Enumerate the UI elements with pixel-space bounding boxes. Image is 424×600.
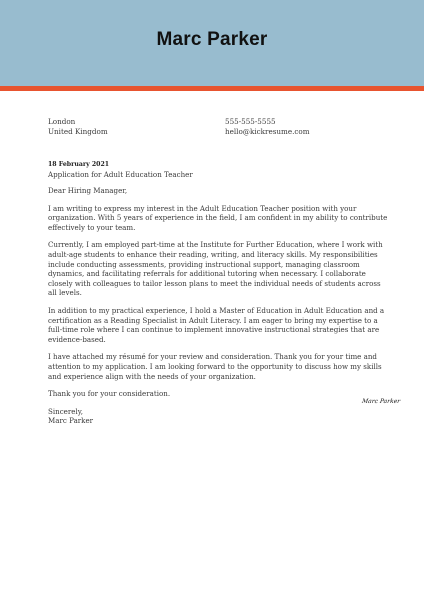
closing-phrase: Sincerely, [48, 406, 84, 416]
closing-block [48, 407, 388, 426]
header-accent-stripe [0, 86, 424, 91]
paragraph-intro: I am writing to express my interest in the Adult Education Teacher position with your organization. With 5 years of experience in the field, I am confident in my ability to contribute effectively to your team. [48, 203, 388, 232]
letter-body [48, 186, 388, 426]
paragraph-attachment: I have attached my résumé for your review and consideration. Thank you for your time and attention to my application. I am looking forward to the opportunity to discuss how my skills and experience align with the needs of your organization. [48, 352, 382, 381]
paragraph-education: In addition to my practical experience, I hold a Master of Education in Adult Education and a certification as a Reading Specialist in Adult Literacy. I am eager to bring my expertise to a full-time role where I can continue to implement innovative instructional strategies that are evidence-based. [48, 305, 385, 344]
contact-details [225, 117, 310, 136]
contact-phone: 555-555-5555 [225, 117, 276, 126]
paragraph-thanks: Thank you for your consideration. [48, 389, 171, 399]
applicant-name: Marc Parker [156, 29, 268, 50]
contact-email: hello@kickresume.com [225, 126, 310, 136]
letter-date: 18 February 2021 [48, 161, 110, 168]
letter-subject: Application for Adult Education Teacher [48, 170, 193, 179]
header-banner [0, 0, 424, 86]
closing-name: Marc Parker [48, 416, 94, 426]
paragraph-current-role: Currently, I am employed part-time at the Institute for Further Education, where I work with adult-age students to enhance their reading, writing, and literacy skills. My responsibilities include conducting assessments, providing instructional support, managing classroom dynamics, and facilitating referrals for additional tutoring when necessary. I collaborate closely with colleagues to tailor lesson plans to meet the individual needs of students across all levels. [48, 240, 383, 298]
contact-address [48, 117, 108, 136]
contact-city: London [48, 117, 76, 126]
contact-country: United Kingdom [48, 126, 108, 136]
handwritten-signature: Marc Parker [361, 398, 401, 405]
salutation: Dear Hiring Manager, [48, 186, 128, 195]
